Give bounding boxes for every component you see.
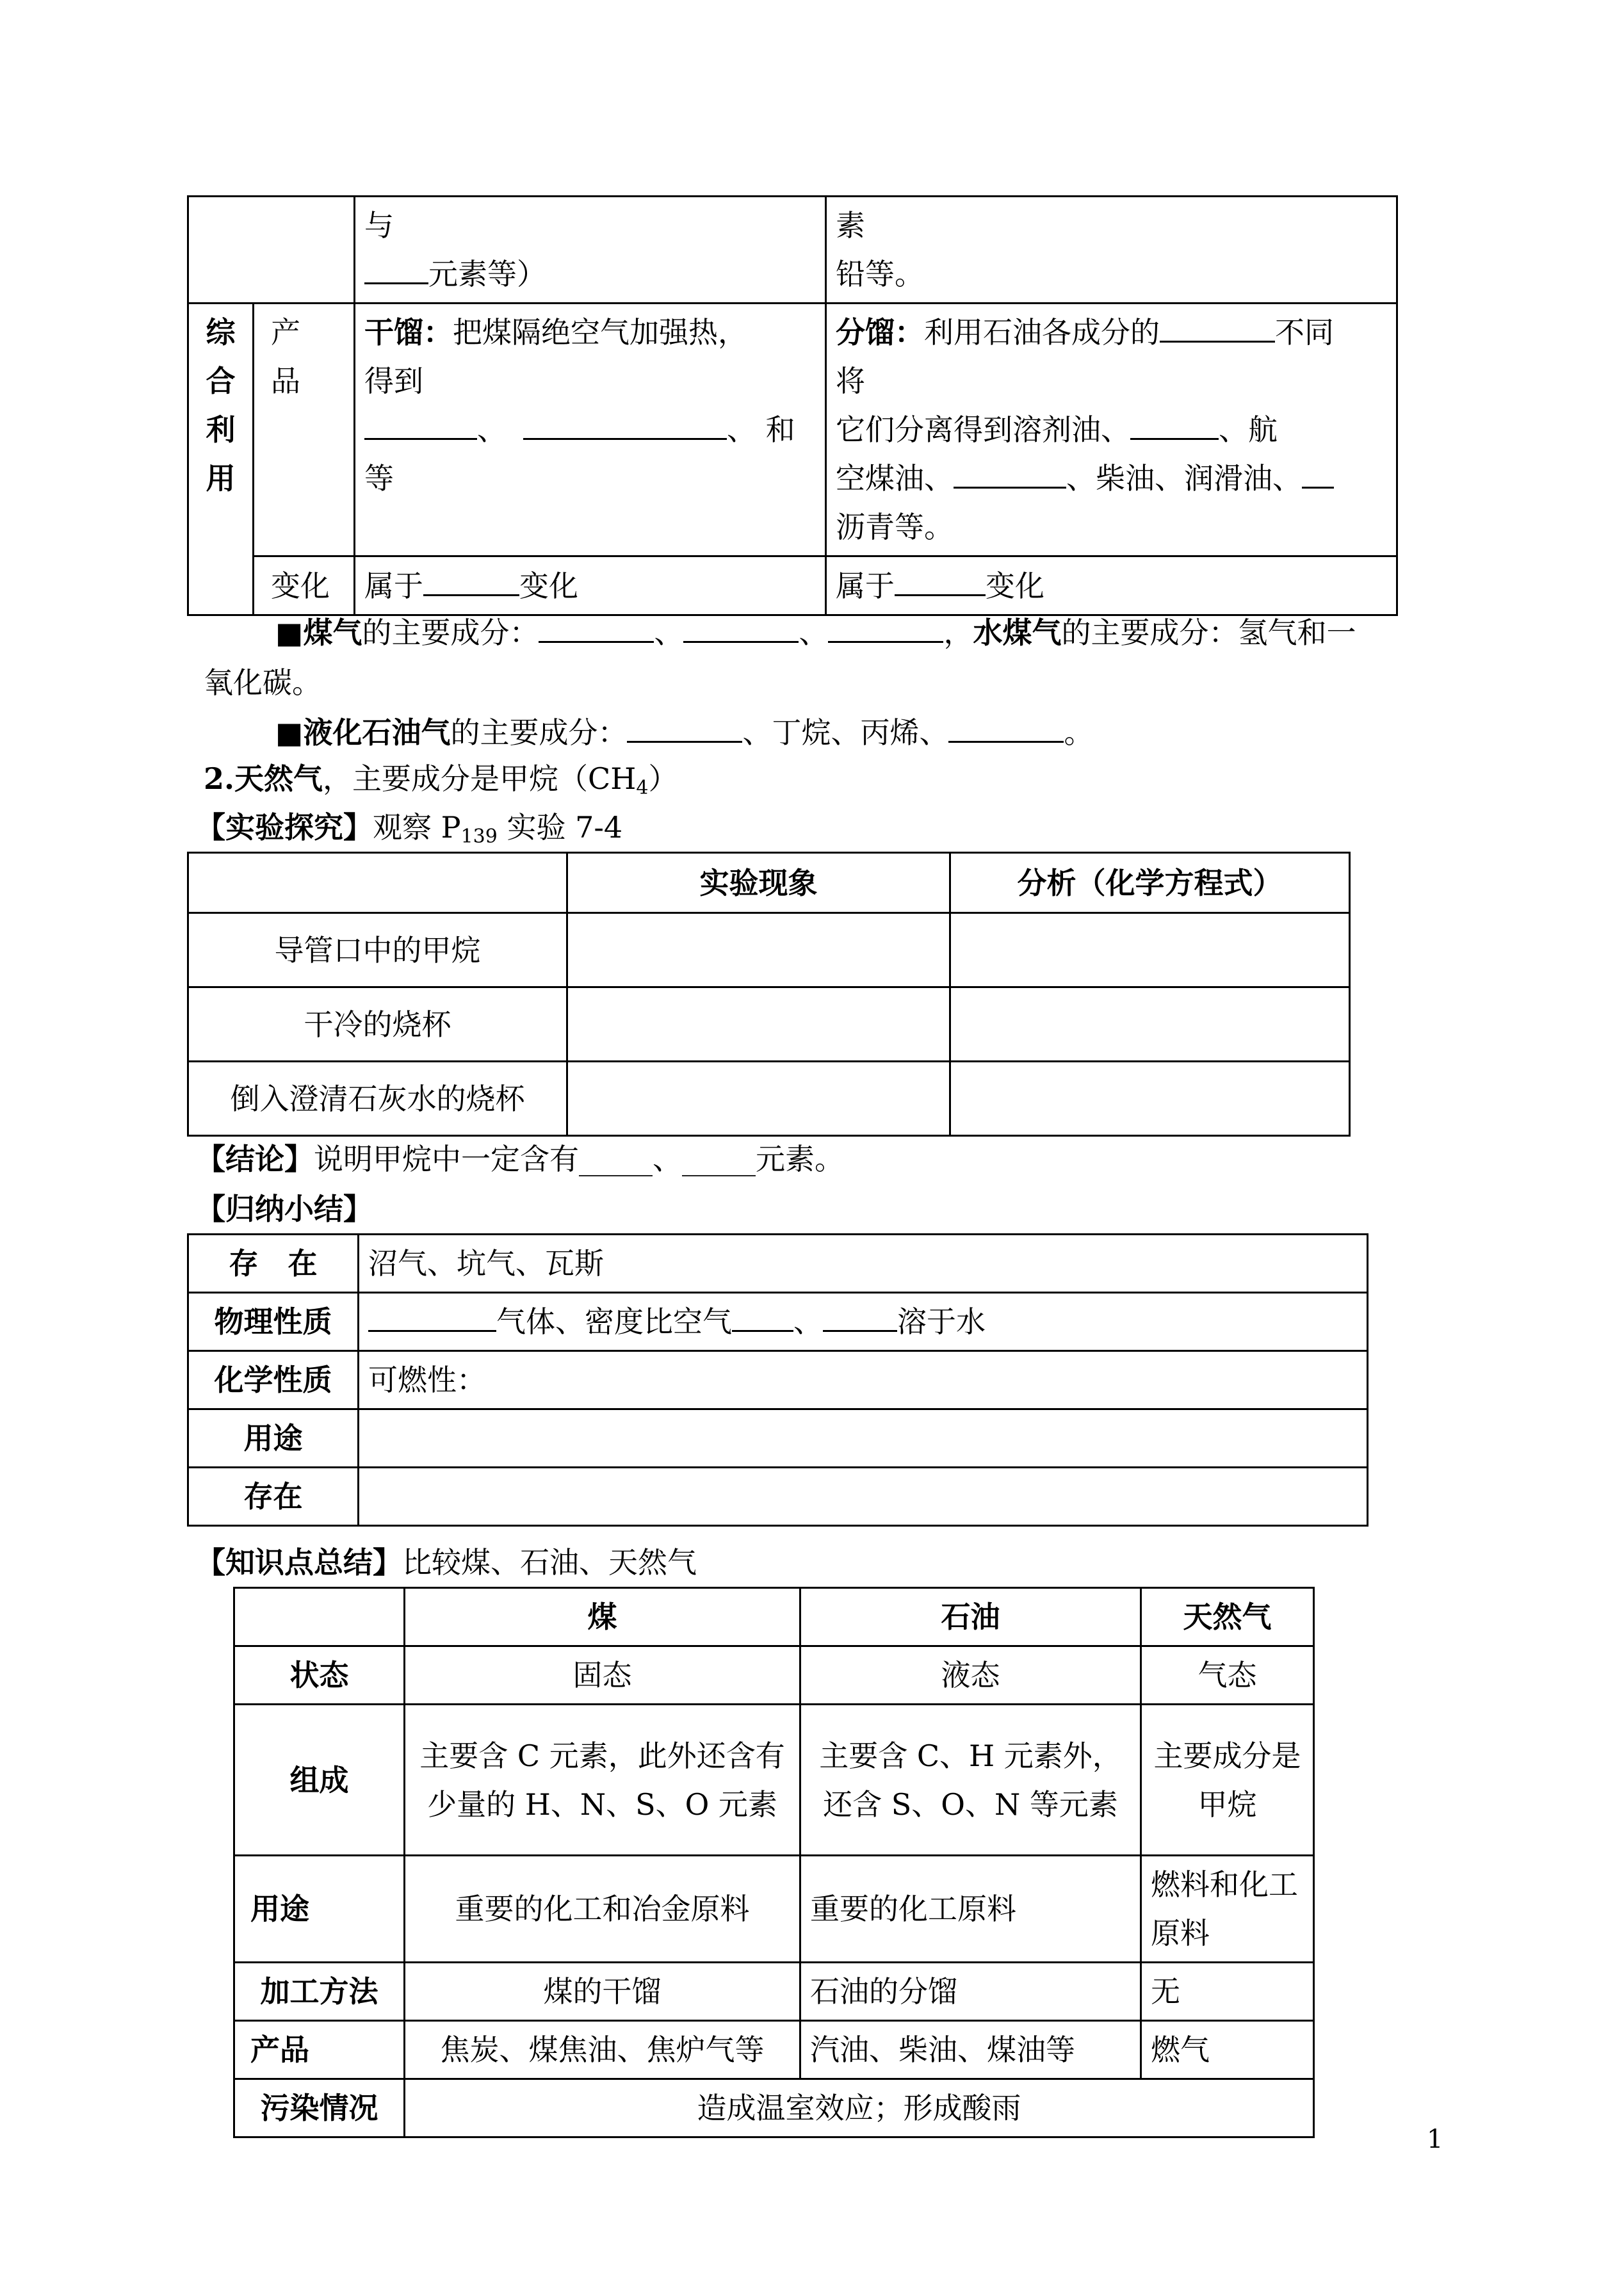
sep: 、 (793, 1304, 823, 1339)
compare-gas: 无 (1141, 1963, 1314, 2021)
coal-change-cell (355, 556, 826, 615)
blank (828, 612, 943, 643)
blank (364, 409, 477, 440)
compare-table (233, 1587, 1315, 2138)
compare-row-label: 状态 (234, 1646, 405, 1705)
knowledge-line (196, 1538, 697, 1587)
summary-value (359, 1293, 1368, 1351)
oil-product-cell (826, 304, 1397, 556)
experiment-label: 【实验探究】 (196, 810, 373, 845)
page-number: 1 (1427, 2125, 1443, 2154)
summary-label: 用途 (188, 1409, 359, 1468)
top-table (187, 195, 1398, 616)
compare-header-gas: 天然气 (1141, 1588, 1314, 1646)
sep: 、 (654, 615, 684, 650)
period: 。 (1064, 715, 1094, 750)
coal-product-line2: 得到 (364, 364, 423, 398)
compare-gas: 燃气 (1141, 2021, 1314, 2079)
compare-coal: 焦炭、煤焦油、焦炉气等 (405, 2021, 800, 2079)
compare-row-label: 产品 (234, 2021, 405, 2079)
oil-line4-a: 空煤油、 (836, 461, 954, 496)
summary-value: 沼气、坑气、瓦斯 (359, 1235, 1368, 1293)
top-table-oil-elements (826, 197, 1397, 304)
summary-label: 存在 (188, 1468, 359, 1526)
product-label-char-2: 品 (271, 364, 300, 398)
oil-product-line4 (836, 454, 1387, 503)
coal-change-a: 属于 (364, 568, 423, 603)
fractional-distillation-label: 分馏： (836, 315, 924, 350)
lpg-line (275, 708, 1093, 757)
blank (1130, 409, 1219, 440)
exp-row-label: 导管口中的甲烷 (188, 913, 567, 987)
oil-line3-a: 它们分离得到溶剂油、 (836, 412, 1130, 447)
oil-change-b: 变化 (986, 568, 1044, 603)
exp-cell (567, 913, 950, 987)
summary-table (187, 1233, 1368, 1527)
group-label-char-3: 利 (206, 412, 236, 447)
change-label-cell: 变化 (254, 556, 355, 615)
coal-gas-label: 煤气 (303, 615, 362, 650)
water-gas-label: 水煤气 (973, 615, 1062, 650)
top-table-empty-cell (188, 197, 355, 304)
blank (627, 711, 742, 743)
natural-gas-label: 2.天然气 (204, 761, 323, 796)
sep: 、 (799, 615, 829, 650)
exp-cell (567, 1062, 950, 1136)
compare-row-label: 加工方法 (234, 1963, 405, 2021)
oil-change-a: 属于 (836, 568, 895, 603)
compare-coal: 煤的干馏 (405, 1963, 800, 2021)
blank (539, 612, 654, 643)
exp-cell (950, 1062, 1350, 1136)
coal-elements-text: 元素等） (428, 257, 546, 291)
dry-distillation-label: 干馏： (364, 315, 453, 350)
coal-gas-line (275, 608, 1356, 657)
exp-header-analysis: 分析（化学方程式） (950, 853, 1350, 913)
experiment-table (187, 852, 1351, 1137)
compare-coal: 重要的化工和冶金原料 (405, 1856, 800, 1963)
knowledge-text: 比较煤、石油、天然气 (402, 1545, 697, 1580)
sep: 、 和 (727, 412, 795, 447)
oil-change-cell (826, 556, 1397, 615)
compare-oil: 汽油、柴油、煤油等 (800, 2021, 1141, 2079)
group-label-char-4: 用 (206, 461, 236, 496)
compare-gas: 气态 (1141, 1646, 1314, 1705)
conclusion-label: 【结论】 (196, 1142, 314, 1176)
blank (368, 1301, 496, 1332)
compare-pollution: 造成温室效应；形成酸雨 (405, 2079, 1314, 2137)
coal-product-cell (355, 304, 826, 556)
lpg-text: 的主要成分： (450, 715, 628, 750)
exp-header-phenomenon: 实验现象 (567, 853, 950, 913)
oil-product-line2: 将 (836, 364, 865, 398)
oil-line4-b: 、柴油、润滑油、 (1066, 461, 1302, 496)
blank (895, 565, 986, 596)
top-table-coal-elements (355, 197, 826, 304)
compare-row-label: 组成 (234, 1705, 405, 1856)
text: 溶于水 (897, 1304, 986, 1339)
oil-product-line1 (836, 308, 1387, 357)
oil-product-line3 (836, 405, 1387, 454)
compare-gas: 燃料和化工原料 (1141, 1856, 1314, 1963)
blank (954, 457, 1066, 489)
summary-value (359, 1409, 1368, 1468)
blank (948, 711, 1064, 743)
exp-cell (567, 987, 950, 1062)
compare-header-oil: 石油 (800, 1588, 1141, 1646)
summary-value: 可燃性： (359, 1351, 1368, 1409)
exp-header-empty (188, 853, 567, 913)
sep: 、 (477, 412, 507, 447)
blank (364, 253, 428, 284)
compare-coal: 主要含 C 元素，此外还含有少量的 H、N、S、O 元素 (405, 1705, 800, 1856)
oil-elements-line2: 铅等。 (836, 257, 924, 291)
summary-label: 存 在 (188, 1235, 359, 1293)
bullet: ■ (275, 615, 304, 650)
coal-elements-line2 (364, 250, 816, 298)
subscript: 139 (460, 825, 498, 848)
experiment-text2: 实验 7-4 (497, 810, 623, 845)
exp-cell (950, 987, 1350, 1062)
coal-product-line4: 等 (364, 461, 394, 496)
summary-label: 物理性质 (188, 1293, 359, 1351)
group-label-cell (188, 304, 254, 615)
coal-elements-line1: 与 (364, 208, 394, 243)
compare-row-label: 污染情况 (234, 2079, 405, 2137)
conclusion-line (196, 1135, 844, 1183)
coal-product-desc: 把煤隔绝空气加强热， (453, 315, 747, 350)
compare-gas: 主要成分是甲烷 (1141, 1705, 1314, 1856)
water-gas-text: 的主要成分：氢气和一 (1061, 615, 1356, 650)
exp-cell (950, 913, 1350, 987)
coal-change-b: 变化 (519, 568, 578, 603)
blank (423, 565, 519, 596)
exp-row-label: 干冷的烧杯 (188, 987, 567, 1062)
lpg-text2: 、丁烷、丙烯、 (742, 715, 949, 750)
compare-oil: 主要含 C、H 元素外，还含 S、O、N 等元素 (800, 1705, 1141, 1856)
compare-oil: 石油的分馏 (800, 1963, 1141, 2021)
paren: ） (648, 761, 678, 796)
sep: ， (943, 615, 973, 650)
water-gas-line2: 氧化碳。 (204, 665, 321, 700)
blank (683, 612, 799, 643)
coal-gas-text: 的主要成分： (362, 615, 539, 650)
subscript: 4 (636, 777, 649, 799)
blank (732, 1301, 793, 1332)
coal-product-line1 (364, 308, 816, 357)
compare-row-label: 用途 (234, 1856, 405, 1963)
group-label-char-2: 合 (206, 364, 236, 398)
blank (1160, 311, 1275, 343)
bullet: ■ (275, 715, 304, 750)
blank (823, 1301, 897, 1332)
oil-desc: 利用石油各成分的 (924, 315, 1160, 350)
group-label-char-1: 综 (206, 315, 236, 350)
compare-header-empty (234, 1588, 405, 1646)
oil-product-line5: 沥青等。 (836, 510, 954, 544)
summary-value (359, 1468, 1368, 1526)
conclusion-text: 说明甲烷中一定含有_____、_____元素。 (314, 1142, 844, 1176)
compare-oil: 液态 (800, 1646, 1141, 1705)
summary-title: 【归纳小结】 (196, 1192, 373, 1226)
lpg-label: 液化石油气 (303, 715, 451, 750)
blank (1302, 457, 1334, 489)
knowledge-label: 【知识点总结】 (196, 1545, 402, 1580)
exp-row-label: 倒入澄清石灰水的烧杯 (188, 1062, 567, 1136)
natural-gas-text: ，主要成分是甲烷（CH (323, 761, 637, 796)
oil-desc-b: 不同 (1275, 315, 1334, 350)
product-label-char-1: 产 (271, 315, 300, 350)
compare-coal: 固态 (405, 1646, 800, 1705)
oil-elements-line1: 素 (836, 208, 865, 243)
oil-line3-b: 、航 (1219, 412, 1278, 447)
blank (523, 409, 727, 440)
coal-product-line3 (364, 405, 816, 454)
compare-oil: 重要的化工原料 (800, 1856, 1141, 1963)
product-label-cell (254, 304, 355, 556)
summary-label: 化学性质 (188, 1351, 359, 1409)
experiment-text: 观察 P (373, 810, 461, 845)
compare-header-coal: 煤 (405, 1588, 800, 1646)
text: 气体、密度比空气 (496, 1304, 732, 1339)
